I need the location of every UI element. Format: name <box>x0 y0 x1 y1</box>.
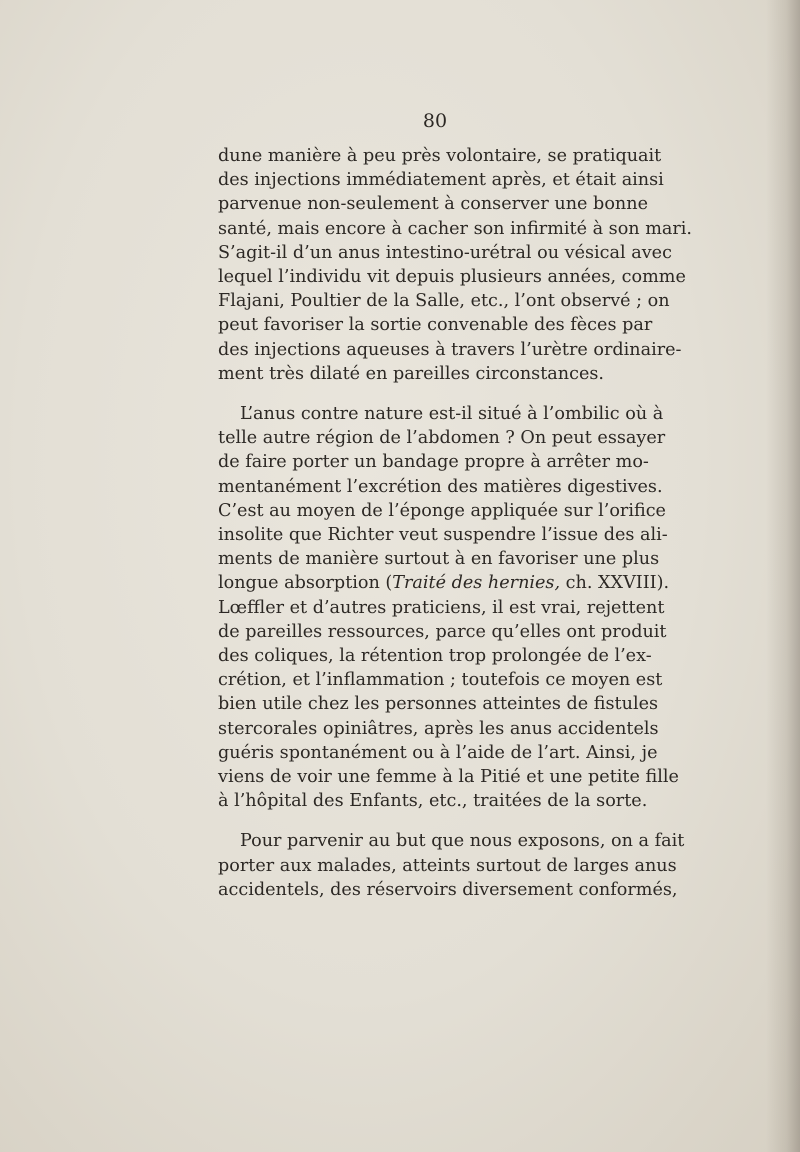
paragraph-1 <box>218 144 693 386</box>
citation-title: Traité des hernies, <box>392 573 561 594</box>
paragraph-2 <box>218 402 679 813</box>
text-line: peut favoriser la sortie convenable des fèces par <box>218 315 653 336</box>
text-line: des coliques, la rétention trop prolongée de l’ex- <box>218 646 652 667</box>
text-line: des injections aqueuses à travers l’urètre ordinaire- <box>218 339 682 360</box>
text-line: dune manière à peu près volontaire, se pratiquait <box>218 146 662 166</box>
text-line: crétion, et l’inflammation ; toutefois ce moyen est <box>218 670 663 691</box>
text-line: de faire porter un bandage propre à arrêter mo- <box>218 452 649 473</box>
text-line: insolite que Richter veut suspendre l’issue des ali- <box>218 525 668 546</box>
text-line: Flajani, Poultier de la Salle, etc., l’ont observé ; on <box>218 291 670 312</box>
text-line: L’anus contre nature est-il situé à l’ombilic où à <box>240 404 664 425</box>
text-line: lequel l’individu vit depuis plusieurs années, comme <box>218 267 686 288</box>
text-line: Lœffler et d’autres praticiens, il est vrai, rejettent <box>218 597 665 618</box>
text-line: viens de voir une femme à la Pitié et une petite fille <box>218 767 679 788</box>
text-line: des injections immédiatement après, et était ainsi <box>218 170 664 191</box>
citation-chapter: ch. XXVIII). <box>560 573 670 594</box>
page-number: 80 <box>422 110 448 132</box>
text-line: parvenue non-seulement à conserver une bonne <box>218 194 648 215</box>
page-edge-shadow <box>766 0 800 1152</box>
text-line: guéris spontanément ou à l’aide de l’art. Ainsi, je <box>218 742 658 763</box>
text-line: mentanément l’excrétion des matières digestives. <box>218 476 663 497</box>
text-line: accidentels, des réservoirs diversement conformés, <box>218 879 678 900</box>
text-line: santé, mais encore à cacher son infirmité à son mari. <box>218 218 693 239</box>
text-line: ment très dilaté en pareilles circonstances. <box>218 363 604 384</box>
text-line: C’est au moyen de l’éponge appliquée sur l’orifice <box>218 500 666 521</box>
text-line-with-citation <box>218 571 670 595</box>
body-text <box>218 144 693 902</box>
text-line: ments de manière surtout à en favoriser une plus <box>218 549 660 570</box>
paragraph-gap <box>218 386 648 402</box>
paragraph-3 <box>218 829 685 902</box>
text-line: longue absorption ( <box>218 573 393 594</box>
text-line: porter aux malades, atteints surtout de larges anus <box>218 855 677 876</box>
text-line: telle autre région de l’abdomen ? On peut essayer <box>218 428 666 449</box>
text-line: de pareilles ressources, parce qu’elles ont produit <box>218 621 667 642</box>
text-line: stercorales opiniâtres, après les anus accidentels <box>218 718 659 739</box>
text-line: à l’hôpital des Enfants, etc., traitées de la sorte. <box>218 791 648 812</box>
text-line: bien utile chez les personnes atteintes de fistules <box>218 694 659 715</box>
text-line: Pour parvenir au but que nous exposons, on a fait <box>240 831 685 852</box>
paragraph-gap <box>218 813 648 829</box>
text-line: S’agit-il d’un anus intestino-urétral ou vésical avec <box>218 242 672 263</box>
